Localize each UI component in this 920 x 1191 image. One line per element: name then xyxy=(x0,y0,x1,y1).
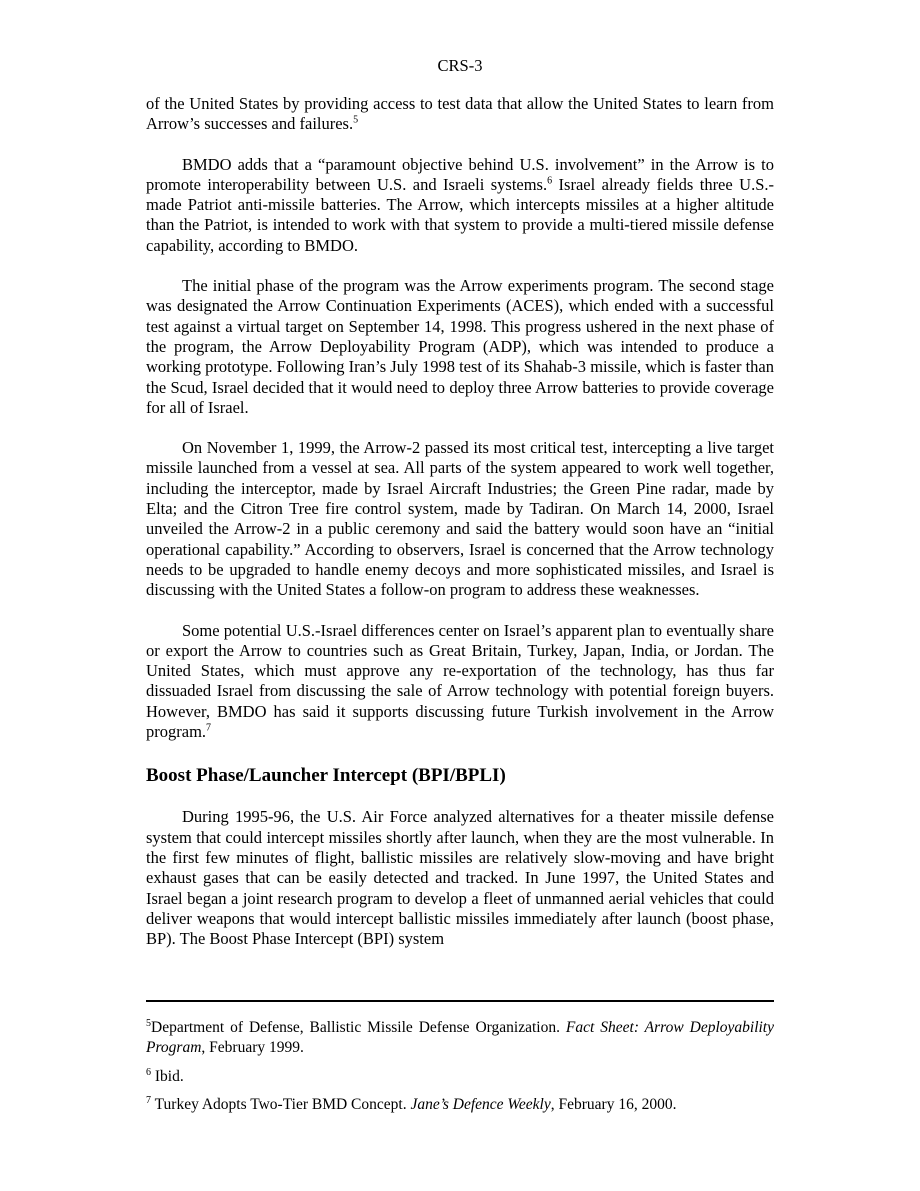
page-header: CRS-3 xyxy=(437,56,483,75)
paragraph-2 xyxy=(146,155,774,256)
paragraph-4: On November 1, 1999, the Arrow-2 passed its most critical test, intercepting a live target missile launched from a vessel at sea. All parts of the system appeared to work well together, including the interceptor, made by Israel Aircraft Industries; the Green Pine radar, made by Elta; and the Citron Tree fire control system, made by Tadiran. On March 14, 2000, Israel unveiled the Arrow-2 in a public ceremony and said the battery would soon have an “initial operational capability.” According to observers, Israel is concerned that the Arrow technology needs to be upgraded to handle enemy decoys and more sophisticated missiles, and Israel is discussing with the United States a follow-on program to address these weaknesses. xyxy=(146,438,774,600)
footnote-5-tail: , February 1999. xyxy=(201,1039,304,1056)
footnote-6-text: Ibid. xyxy=(154,1068,184,1085)
paragraph-6: During 1995-96, the U.S. Air Force analyzed alternatives for a theater missile defense system that could intercept missiles shortly after launch, when they are the most vulnerable. In the first few minutes of flight, ballistic missiles are relatively slow-moving and have bright exhaust gases that can be easily detected and tracked. In June 1997, the United States and Israel began a joint research program to develop a fleet of unmanned aerial vehicles that could deliver weapons that would intercept ballistic missiles immediately after launch (boost phase, BP). The Boost Phase Intercept (BPI) system xyxy=(146,807,774,949)
paragraph-1-text: of the United States by providing access to test data that allow the United States to learn from Arrow’s successes and failures. xyxy=(146,94,774,134)
document-body xyxy=(146,0,774,949)
footnote-7-title: Jane’s Defence Weekly xyxy=(410,1096,551,1113)
footnote-5-title: Fact Sheet: Arrow Deployability Program xyxy=(146,1019,774,1056)
footnote-divider xyxy=(146,1000,774,1002)
footnote-5 xyxy=(146,1018,774,1058)
footnote-7 xyxy=(146,1095,774,1115)
paragraph-2-text-a: BMDO adds that a “paramount objective behind U.S. involvement” in the Arrow is to promote interoperability between U.S. and Israeli systems. xyxy=(146,154,774,194)
footnote-7-number: 7 xyxy=(146,1094,151,1106)
footnote-5-number: 5 xyxy=(146,1017,151,1029)
footnote-7-tail: , February 16, 2000. xyxy=(550,1096,677,1113)
footnote-6-number: 6 xyxy=(146,1066,151,1078)
footnote-ref-7: 7 xyxy=(206,722,212,734)
footnote-ref-5: 5 xyxy=(353,114,359,126)
footnote-5-text: Department of Defense, Ballistic Missile Defense Organization. xyxy=(151,1019,566,1036)
paragraph-3: The initial phase of the program was the Arrow experiments program. The second stage was designated the Arrow Continuation Experiments (ACES), which ended with a successful test against a virtual target on September 14, 1998. This progress ushered in the next phase of the program, the Arrow Deployability Program (ADP), which was intended to produce a working prototype. Following Iran’s July 1998 test of its Shahab-3 missile, which is faster than the Scud, Israel decided that it would need to deploy three Arrow batteries to provide coverage for all of Israel. xyxy=(146,276,774,417)
paragraph-5-text: Some potential U.S.-Israel differences center on Israel’s apparent plan to eventually share or export the Arrow to countries such as Great Britain, Turkey, Japan, India, or Jordan. The United States, which must approve any re-exportation of the technology, has thus far dissuaded Israel from discussing the sale of Arrow technology with potential foreign buyers. However, BMDO has said it supports discussing future Turkish involvement in the Arrow program. xyxy=(146,620,774,742)
section-heading: Boost Phase/Launcher Intercept (BPI/BPLI) xyxy=(146,765,506,787)
paragraph-1 xyxy=(146,94,774,135)
footnote-7-text: Turkey Adopts Two-Tier BMD Concept. xyxy=(154,1096,411,1113)
paragraph-5 xyxy=(146,621,774,743)
paragraph-2-text-b: Israel already fields three U.S.-made Patriot anti-missile batteries. The Arrow, which intercepts missiles at a higher altitude than the Patriot, is intended to work with that system to provide a multi-tiered missile defense capability, according to BMDO. xyxy=(146,174,774,255)
footnote-ref-6: 6 xyxy=(547,175,553,187)
footnote-6 xyxy=(146,1067,774,1087)
